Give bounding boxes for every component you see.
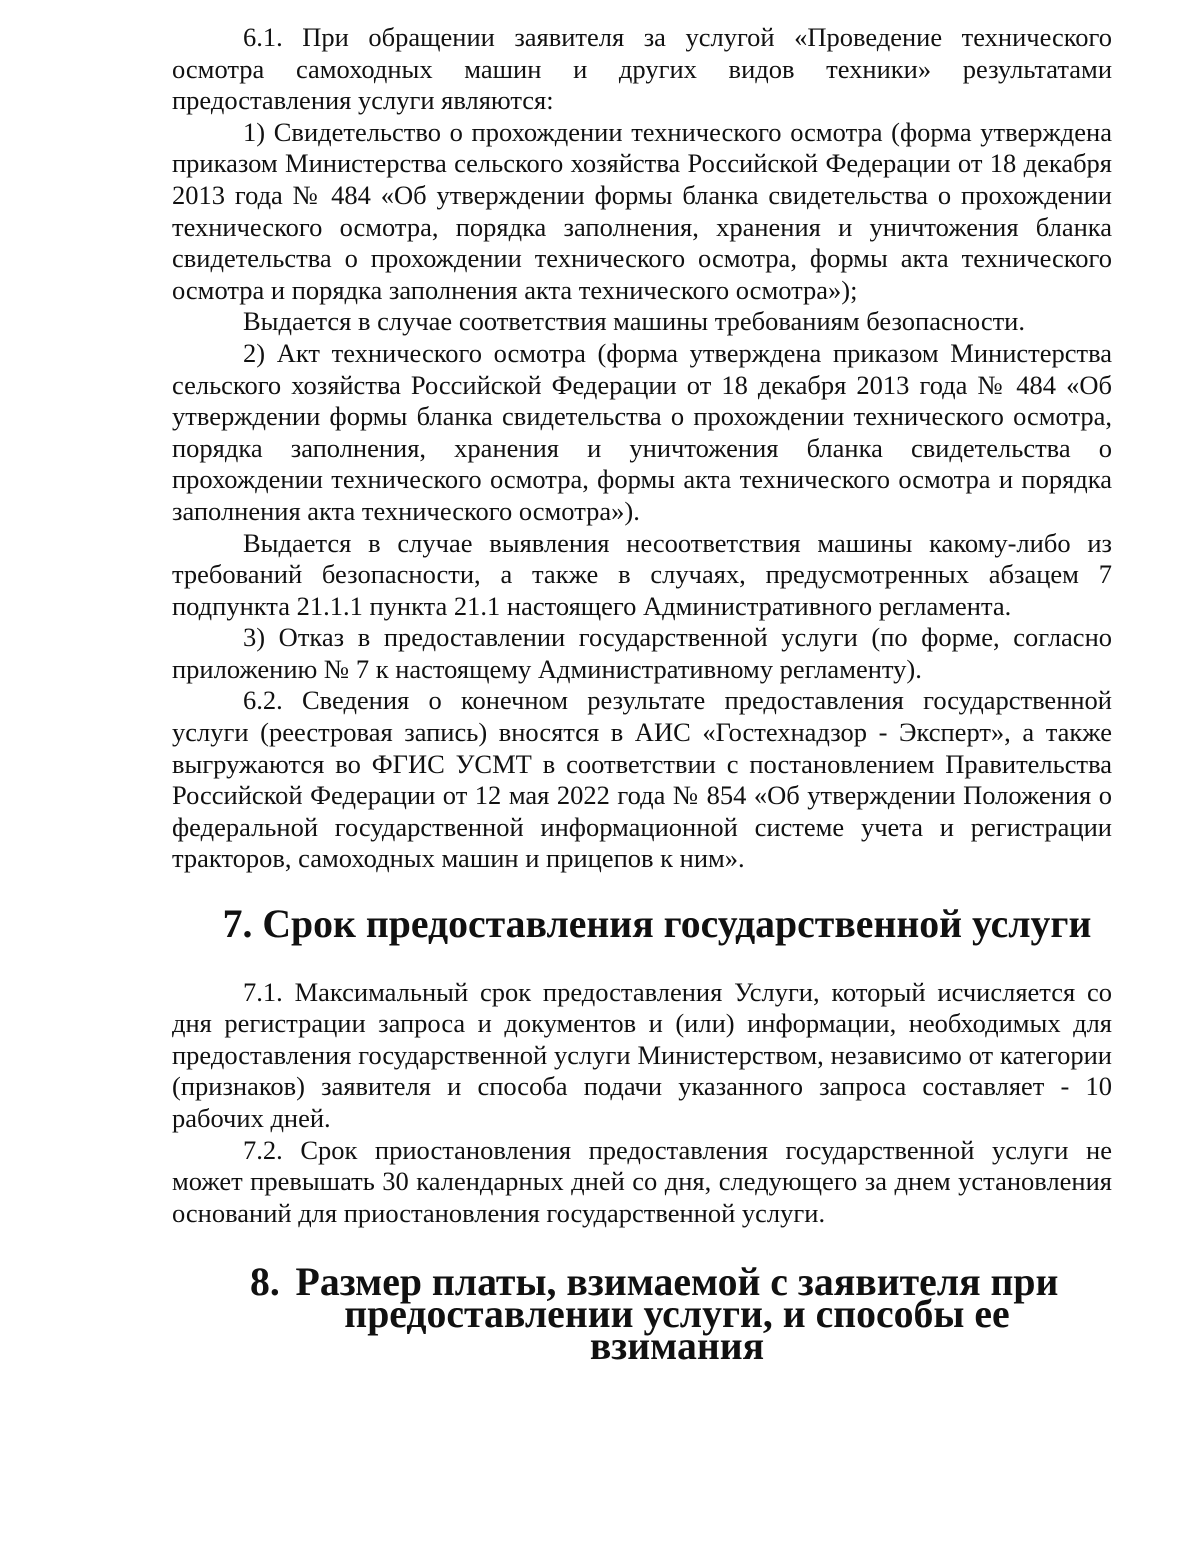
paragraph-item-1-note: Выдается в случае соответствия машины требованиям безопасности. [243,306,1025,337]
paragraph-item-2-note: Выдается в случае выявления несоответствия машины какому-либо из требований безопасности, а также в случаях, предусмотренных абзацем 7 подпункта 21.1.1 пункта 21.1 настоящего Административного регламента. [172,527,1112,621]
paragraph-7-2: 7.2. Срок приостановления предоставления государственной услуги не может превышать 30 календарных дней со дня, следующего за днем установления оснований для приостановления государственной услуги. [172,1134,1112,1228]
section-8-number: 8. [250,1260,280,1305]
paragraph-item-3: 3) Отказ в предоставлении государственной услуги (по форме, согласно приложению № 7 к настоящему Административному регламенту). [172,622,1112,684]
paragraph-item-1: 1) Свидетельство о прохождении технического осмотра (форма утверждена приказом Министерства сельского хозяйства Российской Федерации от 18 декабря 2013 года № 484 «Об утверждении формы бланка свидетельства о прохождении технического осмотра, порядка заполнения, хранения и уничтожения бланка свидетельства о прохождении технического осмотра, формы акта технического осмотра и порядка заполнения акта технического осмотра»); [172,116,1112,305]
section-7-heading: 7. Срок предоставления государственной услуги [222,902,1092,947]
section-8-title: Размер платы, взимаемой с заявителя при предоставлении услуги, и способы ее взимания [295,1260,1059,1368]
section-8-heading [172,1260,1112,1368]
paragraph-7-1: 7.1. Максимальный срок предоставления Услуги, который исчисляется со дня регистрации запроса и документов и (или) информации, необходимых для предоставления государственной услуги Министерством, независимо от категории (признаков) заявителя и способа подачи указанного запроса составляет - 10 рабочих дней. [172,976,1112,1133]
document-page [172,22,1112,1368]
paragraph-6-2: 6.2. Сведения о конечном результате предоставления государственной услуги (реестровая запись) вносятся в АИС «Гостехнадзор - Эксперт», а также выгружаются во ФГИС УСМТ в соответствии с постановлением Правительства Российской Федерации от 12 мая 2022 года № 854 «Об утверждении Положения о федеральной государственной информационной системе учета и регистрации тракторов, самоходных машин и прицепов к ним». [172,685,1112,874]
paragraph-item-2: 2) Акт технического осмотра (форма утверждена приказом Министерства сельского хозяйства Российской Федерации от 18 декабря 2013 года № 484 «Об утверждении формы бланка свидетельства о прохождении технического осмотра, порядка заполнения, хранения и уничтожения бланка свидетельства о прохождении технического осмотра, формы акта технического осмотра и порядка заполнения акта технического осмотра»). [172,337,1112,526]
paragraph-6-1: 6.1. При обращении заявителя за услугой «Проведение технического осмотра самоходных машин и других видов техники» результатами предоставления услуги являются: [172,22,1112,116]
